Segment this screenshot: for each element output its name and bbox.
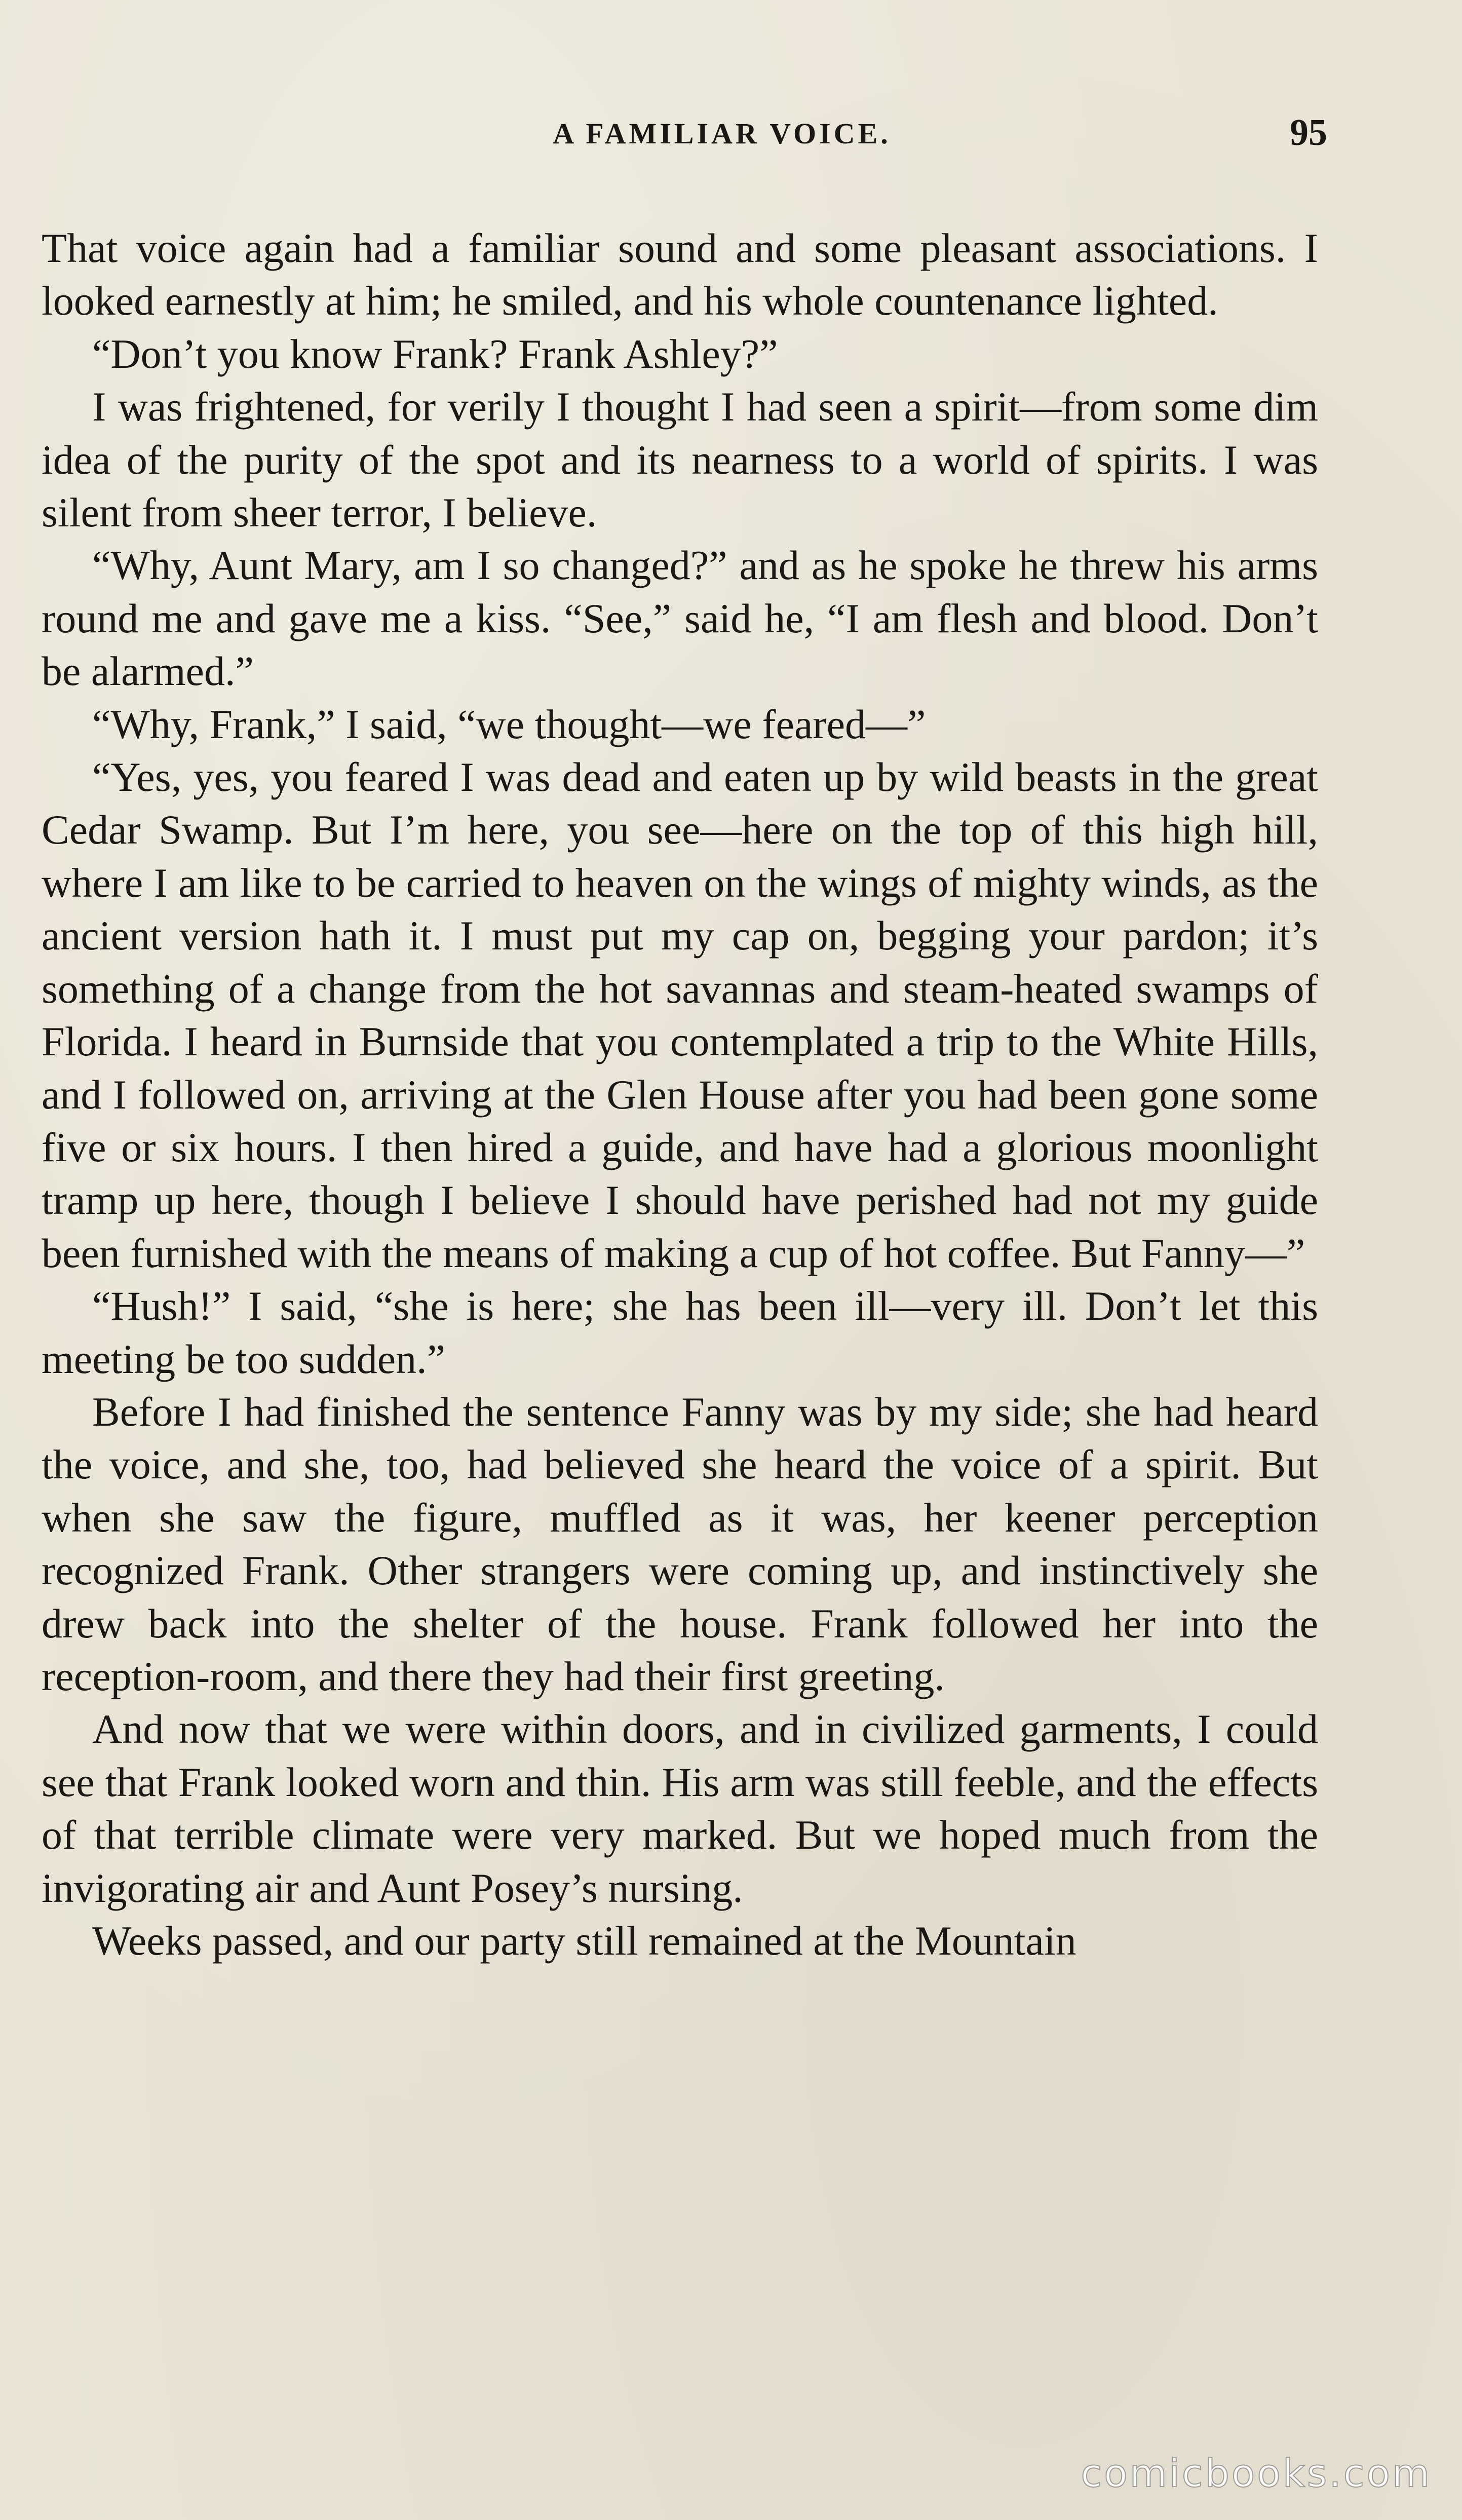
paragraph: “Hush!” I said, “she is here; she has been ill—very ill. Don’t let this meeting be too sudden.” <box>42 1283 1318 1382</box>
page-header <box>56 112 1327 177</box>
paragraph: Weeks passed, and our party still remained at the Mountain <box>92 1918 1076 1964</box>
paragraph: “Don’t you know Frank? Frank Ashley?” <box>92 330 778 377</box>
paragraph: And now that we were within doors, and in civilized garments, I could see that Frank looked worn and thin. His arm was still feeble, and the effects of that terrible climate were very marked. But we hoped much from the invigorating air and Aunt Posey’s nursing. <box>42 1706 1318 1911</box>
paragraph: “Why, Frank,” I said, “we thought—we feared—” <box>92 701 926 747</box>
running-title: A FAMILIAR VOICE. <box>553 117 891 150</box>
paragraph: “Why, Aunt Mary, am I so changed?” and as he spoke he threw his arms round me and gave me a kiss. “See,” said he, “I am flesh and blood. Don’t be alarmed.” <box>42 542 1318 695</box>
paragraph: That voice again had a familiar sound and some pleasant associations. I looked earnestly at him; he smiled, and his whole countenance lighted. <box>42 225 1318 324</box>
paragraph: Before I had finished the sentence Fanny was by my side; she had heard the voice, and she, too, had believed she heard the voice of a spirit. But when she saw the figure, muffled as it was, her keener perception recognized Frank. Other strangers were coming up, and instinctively she drew back into the shelter of the house. Frank followed her into the reception-room, and there they had their first greeting. <box>42 1388 1318 1699</box>
paragraph: I was frightened, for verily I thought I had seen a spirit—from some dim idea of the purity of the spot and its nearness to a world of spirits. I was silent from sheer terror, I believe. <box>42 384 1318 536</box>
paragraph: “Yes, yes, you feared I was dead and eaten up by wild beasts in the great Cedar Swamp. But I’m here, you see—here on the top of this high hill, where I am like to be carried to heaven on the wings of mighty winds, as the ancient version hath it. I must put my cap on, begging your pardon; it’s something of a change from the hot savannas and steam-heated swamps of Florida. I heard in Burnside that you contemplated a trip to the White Hills, and I followed on, arriving at the Glen House after you had been gone some five or six hours. I then hired a guide, and have had a glorious moonlight tramp up here, though I believe I should have perished had not my guide been furnished with the means of making a cup of hot coffee. But Fanny—” <box>42 754 1318 1276</box>
page-number: 95 <box>1290 112 1327 154</box>
body-text <box>42 222 1318 1967</box>
watermark: comicbooks.com <box>1081 2451 1432 2496</box>
